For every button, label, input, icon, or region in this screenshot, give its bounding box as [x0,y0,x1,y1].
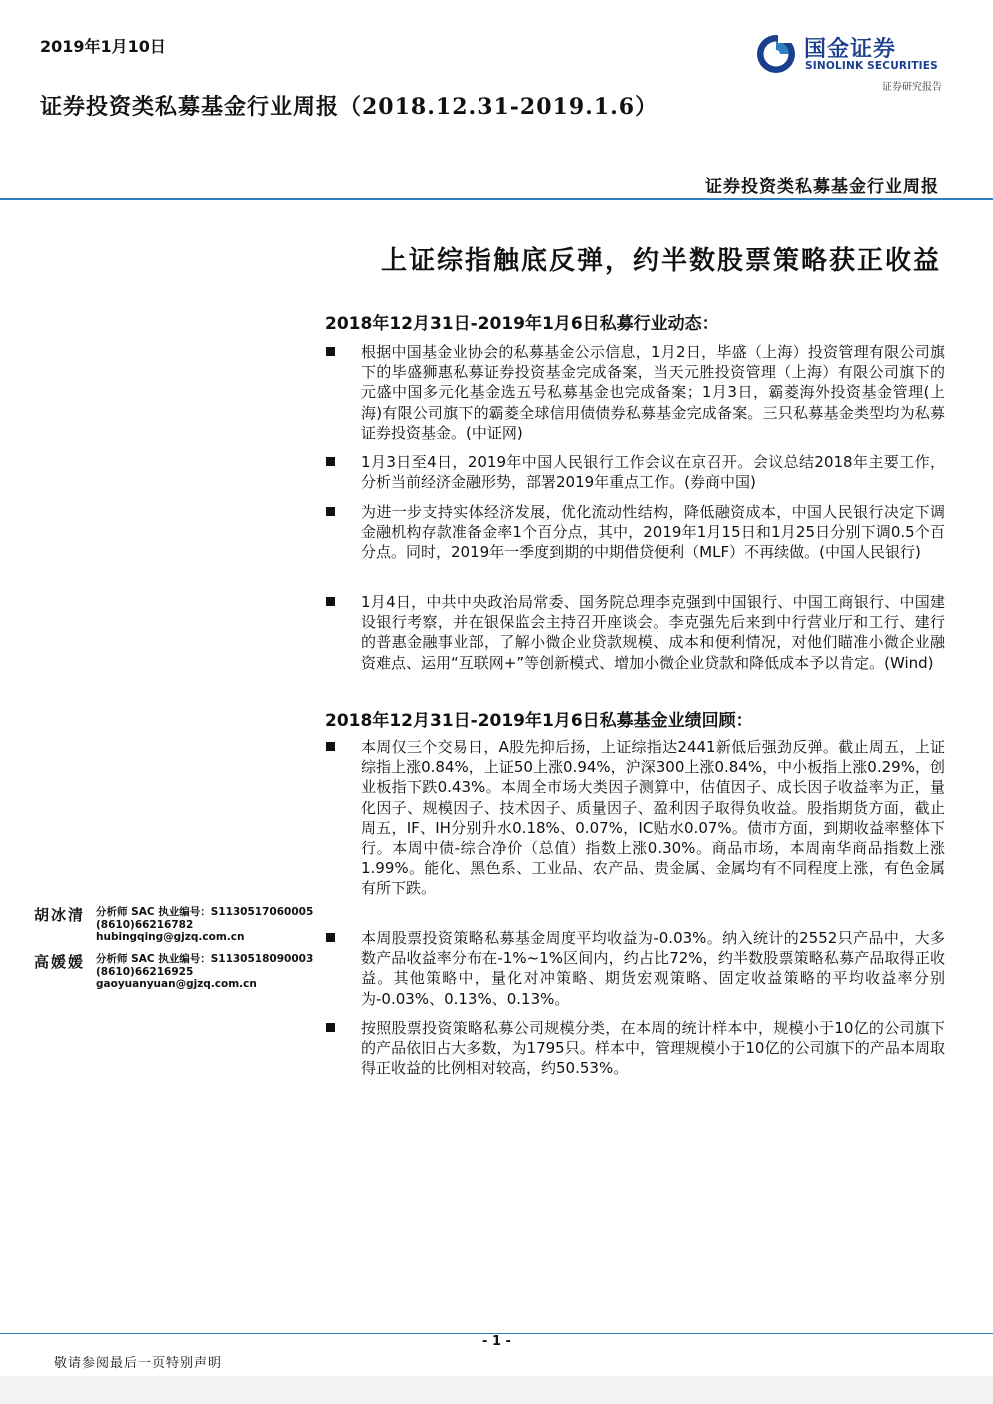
report-title: 证券投资类私募基金行业周报（2018.12.31-2019.1.6） [40,94,659,120]
bullet-text: 本周股票投资策略私募基金周度平均收益为-0.03%。纳入统计的2552只产品中，大多数产品收益率分布在-1%~1%区间内，约占比72%，约半数股票策略私募产品取得正收益。其他策略中，量化对冲策略、期货宏观策略、固定收益策略的平均收益率分别为-0.03%、0.13%、0.13%。 [361,929,945,1008]
logo-english-name: SINOLINK SECURITIES [805,60,938,72]
section-title-performance-review: 2018年12月31日-2019年1月6日私募基金业绩回顾： [325,711,753,731]
analyst-phone: (8610)66216782 [96,918,194,931]
page-number: - 1 - [482,1334,511,1349]
square-bullet-icon [326,742,335,751]
footer-band [0,1376,993,1404]
logo-chinese-name: 国金证券 [804,37,897,62]
square-bullet-icon [326,933,335,942]
sinolink-logo-icon [756,34,796,74]
headline: 上证综指触底反弹，约半数股票策略获正收益 [380,246,941,276]
bullet-text: 本周仅三个交易日，A股先抑后扬，上证综指达2441新低后强劲反弹。截止周五，上证综指上涨0.84%，上证50上涨0.94%，沪深300上涨0.84%，中小板指上涨0.29%，创业板指下跌0.43%。本周全市场大类因子测算中，估值因子、成长因子收益率为正，量化因子、规模因子、技术因子、质量因子、盈利因子取得负收益。股指期货方面，截止周五，IF、IH分别升水0.18%、0.07%，IC贴水0.07%。债市方面，到期收益率整体下行。本周中债-综合净价（总值）指数上涨0.30%。商品市场，本周南华商品指数上涨1.99%。能化、黑色系、工业品、农产品、贵金属、金属均有不同程度上涨，有色金属有所下跌。 [361,738,945,898]
analyst-name: 胡冰清 [34,906,86,924]
report-date: 2019年1月10日 [40,37,166,56]
company-logo [756,32,946,94]
square-bullet-icon [326,507,335,516]
analyst-contact [96,953,313,991]
bullet-text: 根据中国基金业协会的私募基金公示信息，1月2日，毕盛（上海）投资管理有限公司旗下的毕盛狮惠私募证券投资基金完成备案，当天元胜投资管理（上海）有限公司旗下的元盛中国多元化基金选五号私募基金也完成备案；1月3日，霸菱海外投资基金管理(上海)有限公司旗下的霸菱全球信用债债券私募基金完成备案。三只私募基金类型均为私募证券投资基金。(中证网) [361,343,945,442]
analyst-sac-number: 分析师 SAC 执业编号：S1130518090003 [96,953,314,965]
square-bullet-icon [326,597,335,606]
section-title-industry-news: 2018年12月31日-2019年1月6日私募行业动态： [325,314,719,334]
analyst-name: 高媛媛 [34,953,86,971]
analyst-email[interactable]: gaoyuanyuan@gjzq.com.cn [96,978,257,990]
analyst-email[interactable]: hubingqing@gjzq.com.cn [96,931,245,943]
section-label: 证券投资类私募基金行业周报 [705,177,939,197]
header-divider [0,198,993,200]
analyst-sac-number: 分析师 SAC 执业编号：S1130517060005 [96,906,314,918]
analyst-contact [96,906,313,944]
square-bullet-icon [326,1023,335,1032]
bullet-text: 按照股票投资策略私募公司规模分类，在本周的统计样本中，规模小于10亿的公司旗下的产品依旧占大多数，为1795只。样本中，管理规模小于10亿的公司旗下的产品本周取得正收益的比例相对较高，约50.53%。 [361,1019,945,1078]
square-bullet-icon [326,347,335,356]
disclaimer-note: 敬请参阅最后一页特别声明 [54,1356,223,1371]
bullet-text: 1月3日至4日，2019年中国人民银行工作会议在京召开。会议总结2018年主要工作，分析当前经济金融形势，部署2019年重点工作。(券商中国) [361,453,945,492]
logo-subtitle: 证券研究报告 [882,82,942,93]
bullet-text: 1月4日，中共中央政治局常委、国务院总理李克强到中国银行、中国工商银行、中国建设银行考察，并在银保监会主持召开座谈会。李克强先后来到中行营业厅和工行、建行的普惠金融事业部，了解小微企业贷款规模、成本和便利情况，对他们瞄准小微企业融资难点、运用“互联网+”等创新模式、增加小微企业贷款和降低成本予以肯定。(Wind) [361,593,945,672]
square-bullet-icon [326,457,335,466]
analyst-phone: (8610)66216925 [96,965,194,978]
bullet-text: 为进一步支持实体经济发展，优化流动性结构，降低融资成本，中国人民银行决定下调金融机构存款准备金率1个百分点，其中，2019年1月15日和1月25日分别下调0.5个百分点。同时，2019年一季度到期的中期借贷便利（MLF）不再续做。(中国人民银行) [361,503,945,562]
